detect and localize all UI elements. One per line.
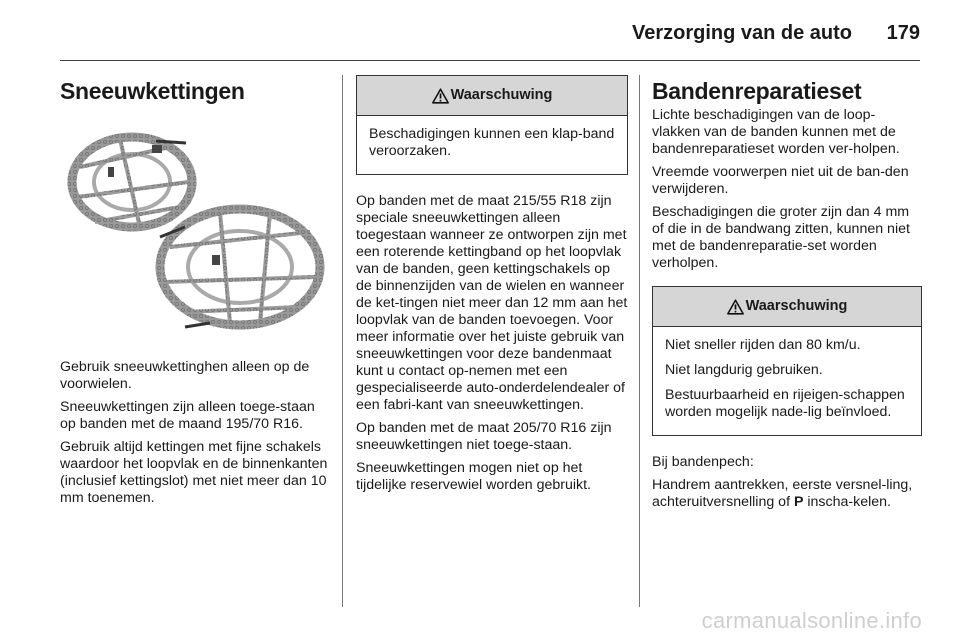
paragraph: Vreemde voorwerpen niet uit de ban-den verwijderen. [652, 164, 909, 197]
watermark: carmanualsonline.info [701, 608, 922, 633]
section-heading-snow-chains: Sneeuwkettingen [60, 78, 245, 104]
warning-title: Waarschuwing [745, 298, 848, 314]
warning-line: Niet sneller rijden dan 80 km/u. [665, 337, 861, 353]
column-tyre-repair-kit [652, 75, 922, 517]
text-run: Handrem aantrekken, eerste versnel-ling, achteruitversnelling of [652, 477, 913, 510]
snow-chain-drawing [60, 127, 328, 337]
warning-body [653, 327, 921, 435]
page-header [0, 0, 960, 60]
warning-title: Waarschuwing [450, 87, 553, 103]
warning-box [356, 75, 628, 175]
column-divider [342, 75, 343, 607]
paragraph [652, 477, 922, 511]
column-snow-chains [60, 75, 330, 513]
gear-letter: P [793, 494, 804, 510]
warning-box [652, 286, 922, 436]
warning-header [653, 287, 921, 327]
section-heading-tyre-repair-kit: Bandenreparatieset [652, 78, 862, 104]
warning-text: Beschadigingen kunnen een klap-band veroorzaken. [369, 126, 615, 159]
paragraph: Bij bandenpech: [652, 454, 754, 470]
warning-line: Bestuurbaarheid en rijeigen-schappen worden mogelijk nade-lig beïnvloed. [665, 387, 905, 420]
text-run: inscha-kelen. [803, 494, 891, 510]
paragraph: Lichte beschadigingen van de loop-vlakken van de banden kunnen met de bandenreparatieset worden ver-holpen. [652, 107, 900, 157]
warning-header [357, 76, 627, 116]
paragraph: Gebruik altijd kettingen met fijne schakels waardoor het loopvlak en de binnenkanten (inclusief kettingslot) met niet meer dan 10 mm toenemen. [60, 439, 328, 506]
header-rule [60, 60, 920, 61]
paragraph: Gebruik sneeuwkettinghen alleen op de voorwielen. [60, 359, 310, 392]
paragraph: Op banden met de maat 205/70 R16 zijn sneeuwkettingen niet toege-staan. [356, 420, 612, 453]
chain-right [160, 209, 320, 327]
chain-left [72, 137, 192, 227]
column-snow-chain-rules [356, 75, 628, 500]
warning-triangle-icon [727, 299, 744, 315]
paragraph: Sneeuwkettingen zijn alleen toege-staan op banden met de maand 195/70 R16. [60, 399, 315, 432]
page-number: 179 [886, 22, 920, 44]
paragraph: Beschadigingen die groter zijn dan 4 mm of die in de bandwang zitten, kunnen niet met de bandenreparatie-set worden verholpen. [652, 204, 910, 271]
paragraph: Op banden met de maat 215/55 R18 zijn speciale sneeuwkettingen alleen toegestaan wanneer ze ontworpen zijn met een roterende kettingband op het loopvlak van de banden, geen kettingschakels op de binnenzijden van de wielen en wanneer de ket-tingen niet meer dan 12 mm aan het loopvlak van de banden toevoegen. Voor meer informatie over het juiste gebruik van sneeuwkettingen voor deze bandenmaat kunt u contact op-nemen met een gespecialiseerde auto-onderdelendealer of een fabri-kant van sneeuwkettingen. [356, 193, 628, 413]
snow-chain-illustration [60, 127, 328, 337]
warning-triangle-icon [432, 88, 449, 104]
paragraph: Sneeuwkettingen mogen niet op het tijdelijke reservewiel worden gebruikt. [356, 460, 591, 493]
running-title: Verzorging van de auto [631, 22, 852, 44]
warning-line: Niet langdurig gebruiken. [665, 362, 823, 378]
column-divider [639, 75, 640, 607]
warning-body [357, 116, 627, 174]
